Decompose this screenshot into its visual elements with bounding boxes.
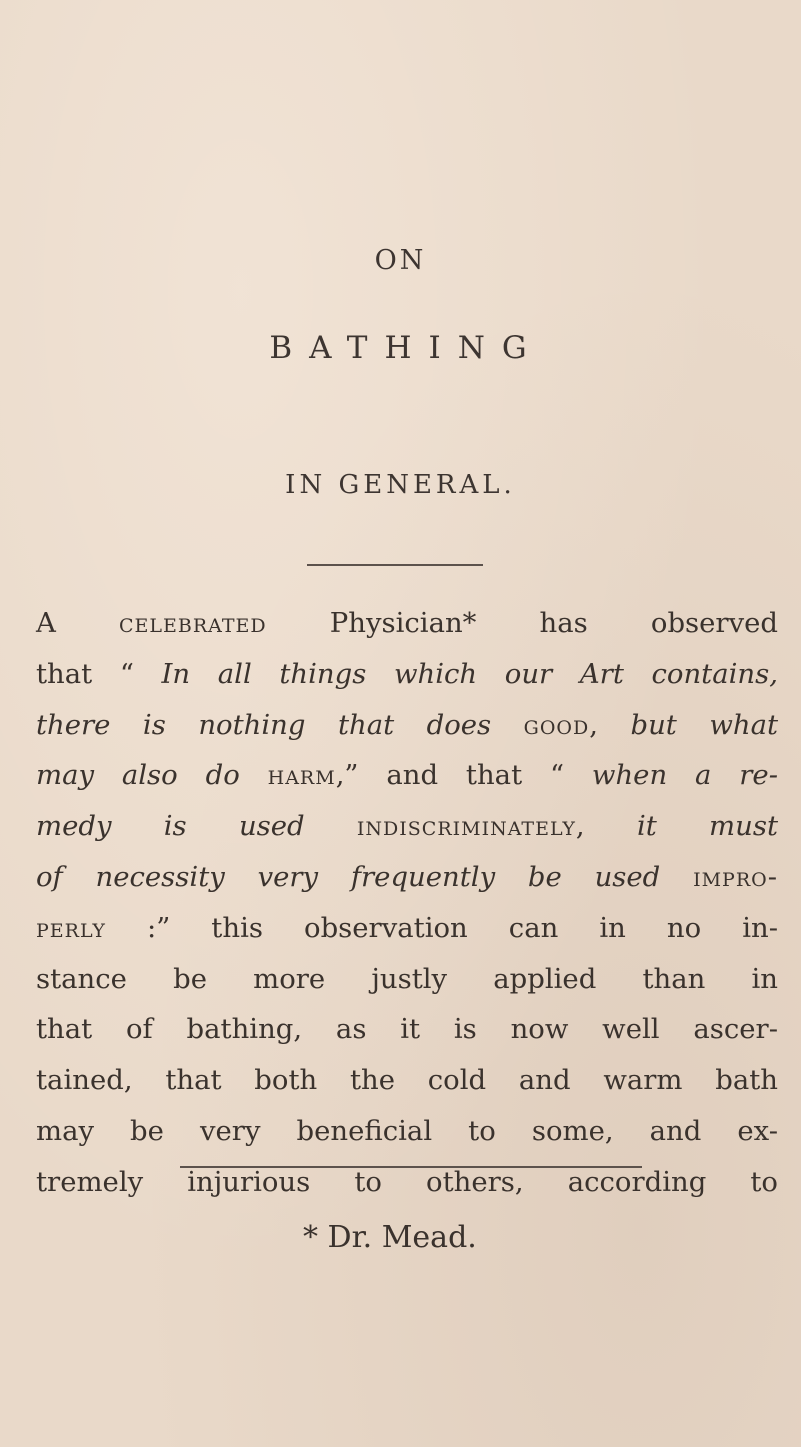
text-run: In all things which our Art contains, [161, 657, 778, 690]
text-line [36, 801, 778, 852]
text-run: may also do [36, 759, 268, 792]
text-line [36, 1157, 778, 1208]
text-line [36, 852, 778, 903]
text-run: Physician* has observed [266, 607, 778, 639]
text-run: celebrated [118, 607, 267, 639]
text-run: stance be more justly applied than in [36, 962, 778, 995]
text-run: that of bathing, as it is now well ascer- [36, 1013, 778, 1046]
text-run: may be very beneficial to some, and ex- [36, 1114, 778, 1147]
text-run: but what [630, 708, 779, 741]
text-line [36, 1004, 778, 1055]
text-line [36, 903, 778, 954]
text-run: that “ [36, 657, 162, 690]
text-run: medy is used [36, 810, 357, 843]
footnote-divider [180, 1166, 642, 1168]
text-line [36, 750, 778, 801]
text-run: there is nothing that does [36, 708, 524, 741]
text-run: ,” and that “ [335, 759, 592, 792]
text-line [36, 954, 778, 1005]
text-run: indiscriminately [356, 810, 576, 843]
text-run: tremely injurious to others, according to [36, 1165, 778, 1198]
text-run: when a re- [591, 759, 778, 792]
text-run: tained, that both the cold and warm bath [36, 1064, 778, 1097]
text-line [36, 1055, 778, 1106]
text-run: :” this observation can in no in- [105, 911, 778, 944]
text-run: , [575, 810, 637, 843]
footnote: * Dr. Mead. [303, 1220, 477, 1255]
text-run: A [36, 607, 119, 639]
text-run: good [523, 708, 590, 741]
text-line [36, 700, 778, 751]
text-run: harm [267, 759, 336, 792]
text-run: of necessity very frequently be used [36, 860, 694, 893]
body-paragraph [36, 598, 778, 1208]
text-run: impro- [693, 860, 778, 893]
text-run: , [589, 708, 631, 741]
text-run: perly [36, 911, 106, 944]
text-run: it must [636, 810, 779, 843]
page-subtitle: IN GENERAL. [285, 470, 516, 500]
page-title: BATHING [269, 330, 544, 366]
text-line [36, 1106, 778, 1157]
heading-on: ON [374, 245, 427, 276]
text-line [36, 649, 778, 700]
section-divider [307, 564, 483, 566]
text-line [36, 598, 778, 649]
